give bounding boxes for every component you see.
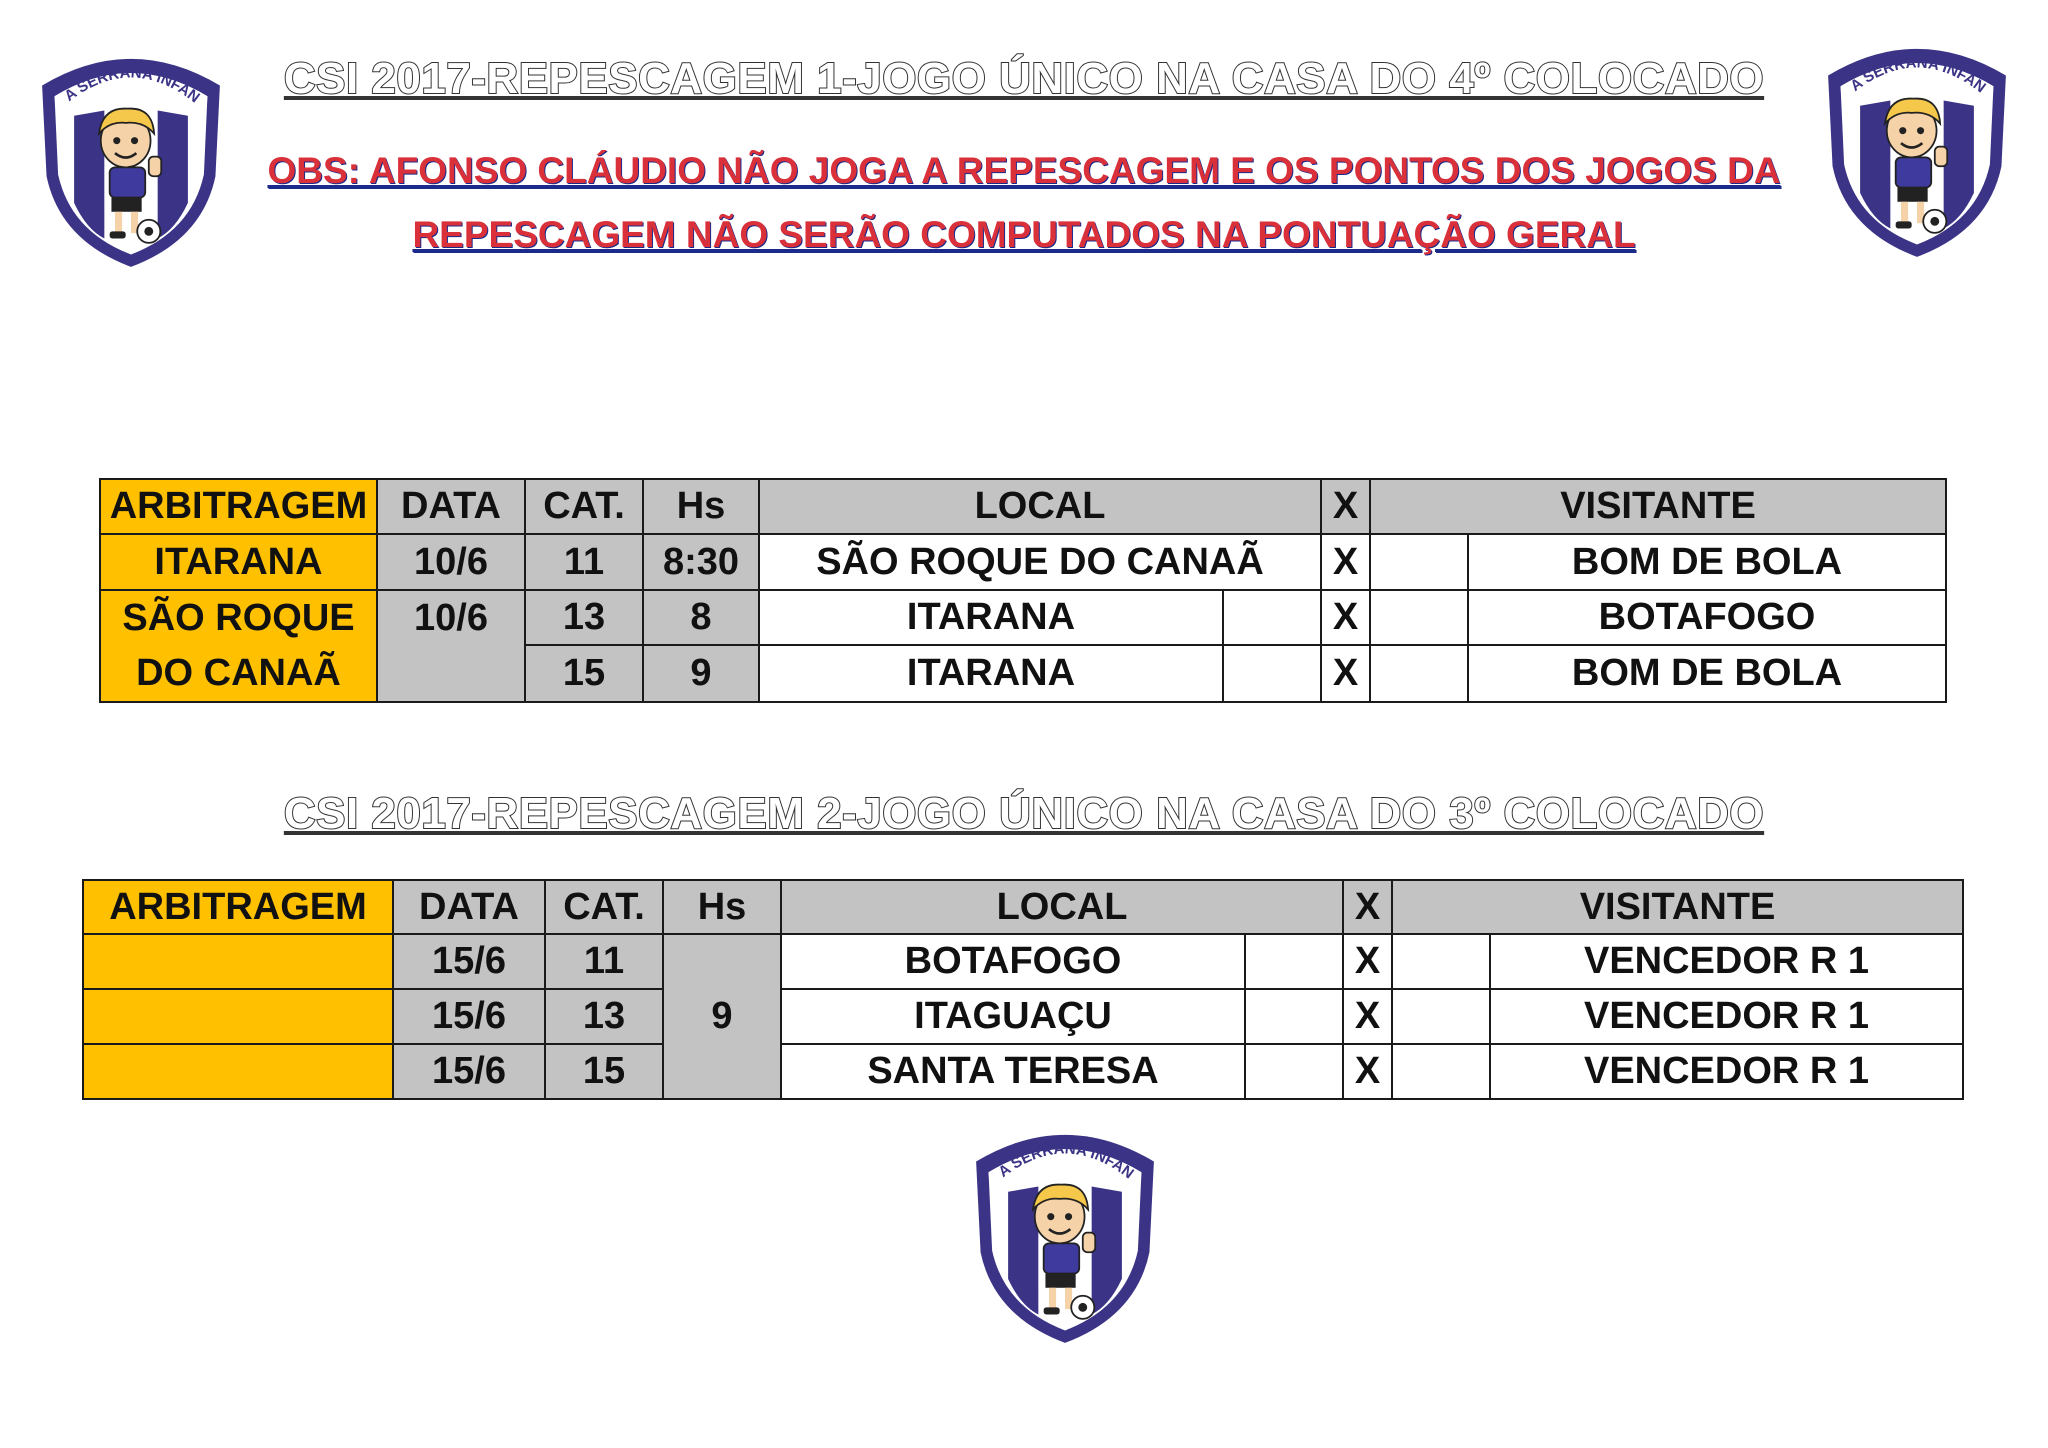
cell-local: SANTA TERESA xyxy=(781,1044,1245,1099)
cell-local: ITARANA xyxy=(759,645,1223,702)
table-row xyxy=(83,1044,1963,1099)
cell-data: 10/6 xyxy=(377,590,525,702)
cell-score-blank xyxy=(1392,989,1490,1044)
cell-visitante: BOTAFOGO xyxy=(1468,590,1946,645)
cell-score-blank xyxy=(1370,534,1468,590)
table-header-row xyxy=(100,479,1946,534)
cell-visitante: VENCEDOR R 1 xyxy=(1490,934,1963,989)
cell-data: 15/6 xyxy=(393,934,545,989)
header-x: X xyxy=(1321,479,1370,534)
header-arbitragem: ARBITRAGEM xyxy=(83,880,393,934)
cell-hs: 9 xyxy=(643,645,759,702)
cell-data: 15/6 xyxy=(393,989,545,1044)
cell-local: ITARANA xyxy=(759,590,1223,645)
cell-x: X xyxy=(1343,989,1392,1044)
header-cat: CAT. xyxy=(525,479,643,534)
header-cat: CAT. xyxy=(545,880,663,934)
cell-arbitragem xyxy=(83,934,393,989)
header-local: LOCAL xyxy=(781,880,1343,934)
svg-text:LIGA SERRANA INFANTIL: A SERRANA INFAN xyxy=(61,64,203,107)
cell-hs: 8 xyxy=(643,590,759,645)
table-repescagem-2 xyxy=(82,879,1964,1100)
header-arbitragem: ARBITRAGEM xyxy=(100,479,377,534)
cell-data: 10/6 xyxy=(377,534,525,590)
header-data: DATA xyxy=(393,880,545,934)
cell-local: ITAGUAÇU xyxy=(781,989,1245,1044)
cell-score-blank xyxy=(1223,645,1321,702)
header-visitante: VISITANTE xyxy=(1370,479,1946,534)
cell-score-blank xyxy=(1245,989,1343,1044)
cell-x: X xyxy=(1343,1044,1392,1099)
cell-score-blank xyxy=(1245,1044,1343,1099)
cell-cat: 11 xyxy=(545,934,663,989)
svg-text:LIGA SERRANA INFANTIL: A SERRANA INFAN xyxy=(1847,54,1989,97)
header-x: X xyxy=(1343,880,1392,934)
logo-bottom-center xyxy=(960,1110,1170,1355)
header-hs: Hs xyxy=(643,479,759,534)
table-row xyxy=(83,934,1963,989)
cell-visitante: VENCEDOR R 1 xyxy=(1490,1044,1963,1099)
table-row xyxy=(100,534,1946,590)
cell-hs: 9 xyxy=(663,934,781,1099)
cell-arbitragem xyxy=(83,1044,393,1099)
cell-arbitragem: ITARANA xyxy=(100,534,377,590)
cell-cat: 13 xyxy=(545,989,663,1044)
cell-data: 15/6 xyxy=(393,1044,545,1099)
svg-text:LIGA SERRANA INFANTIL: A SERRANA INFAN xyxy=(995,1140,1137,1183)
header-visitante: VISITANTE xyxy=(1392,880,1963,934)
table-row xyxy=(100,590,1946,645)
cell-score-blank xyxy=(1392,934,1490,989)
cell-arbitragem-line-1: SÃO ROQUE xyxy=(122,597,355,639)
cell-visitante: VENCEDOR R 1 xyxy=(1490,989,1963,1044)
cell-cat: 11 xyxy=(525,534,643,590)
cell-x: X xyxy=(1321,534,1370,590)
obs-line-2: REPESCAGEM NÃO SERÃO COMPUTADOS NA PONTUAÇÃO GERAL xyxy=(412,214,1636,255)
cell-score-blank xyxy=(1223,590,1321,645)
cell-cat: 15 xyxy=(545,1044,663,1099)
cell-score-blank xyxy=(1370,590,1468,645)
table-repescagem-1 xyxy=(99,478,1947,703)
section2-title: CSI 2017-REPESCAGEM 2-JOGO ÚNICO NA CASA DO 3º COLOCADO xyxy=(283,789,1765,838)
cell-hs: 8:30 xyxy=(643,534,759,590)
header-local: LOCAL xyxy=(759,479,1321,534)
header-hs: Hs xyxy=(663,880,781,934)
cell-visitante: BOM DE BOLA xyxy=(1468,645,1946,702)
table-header-row xyxy=(83,880,1963,934)
table-row xyxy=(83,989,1963,1044)
cell-arbitragem xyxy=(100,590,377,702)
cell-visitante: BOM DE BOLA xyxy=(1468,534,1946,590)
cell-score-blank xyxy=(1245,934,1343,989)
cell-score-blank xyxy=(1392,1044,1490,1099)
cell-x: X xyxy=(1321,645,1370,702)
cell-arbitragem-line-2: DO CANAÃ xyxy=(136,652,341,694)
cell-score-blank xyxy=(1370,645,1468,702)
header-data: DATA xyxy=(377,479,525,534)
cell-local: SÃO ROQUE DO CANAÃ xyxy=(759,534,1321,590)
cell-arbitragem xyxy=(83,989,393,1044)
cell-cat: 13 xyxy=(525,590,643,645)
section1-title: CSI 2017-REPESCAGEM 1-JOGO ÚNICO NA CASA DO 4º COLOCADO xyxy=(283,54,1765,103)
cell-x: X xyxy=(1343,934,1392,989)
obs-line-1: OBS: AFONSO CLÁUDIO NÃO JOGA A REPESCAGEM E OS PONTOS DOS JOGOS DA xyxy=(267,150,1781,191)
cell-x: X xyxy=(1321,590,1370,645)
cell-local: BOTAFOGO xyxy=(781,934,1245,989)
cell-cat: 15 xyxy=(525,645,643,702)
